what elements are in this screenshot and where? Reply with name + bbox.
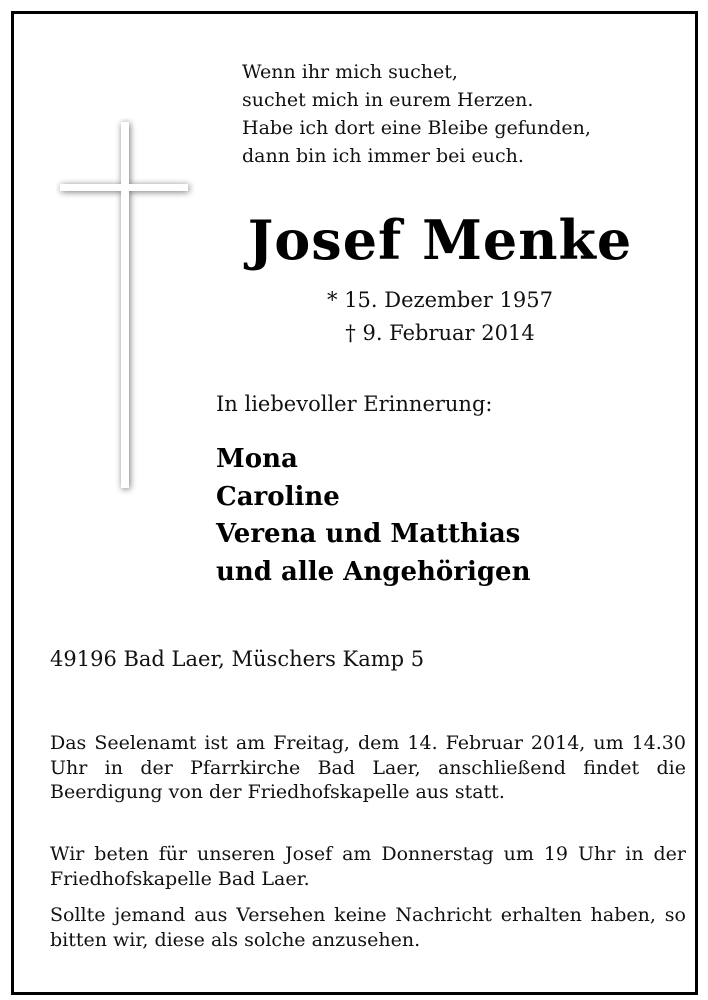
poem-line: Wenn ihr mich suchet, [242, 61, 458, 83]
poem [242, 58, 682, 170]
mourner-name: Verena und Matthias [216, 519, 521, 549]
life-dates [210, 284, 670, 350]
poem-line: suchet mich in eurem Herzen. [242, 89, 534, 111]
birth-date: * 15. Dezember 1957 [327, 288, 553, 312]
mourner-name: Mona [216, 444, 298, 474]
poem-line: Habe ich dort eine Bleibe gefunden, [242, 117, 591, 139]
address: 49196 Bad Laer, Müschers Kamp 5 [50, 647, 425, 671]
mourner-name: Caroline [216, 481, 340, 512]
mourner-name: und alle Angehörigen [216, 556, 531, 587]
prayer-notice: Wir beten für unseren Josef am Donnerstag um 19 Uhr in der Friedhofskapelle Bad Laer. [50, 843, 686, 890]
mourners-list [216, 441, 530, 591]
deceased-name: Josef Menke [247, 208, 633, 272]
cross-icon [56, 118, 196, 498]
funeral-notice: Das Seelenamt ist am Freitag, dem 14. Februar 2014, um 14.30 Uhr in der Pfarrkirche Bad Laer, anschließend findet die Beerdigung von der Friedhofskapelle aus statt. [50, 732, 686, 803]
notification-notice: Sollte jemand aus Versehen keine Nachricht erhalten haben, so bitten wir, diese als solche anzusehen. [50, 904, 686, 951]
memory-line: In liebevoller Erinnerung: [216, 392, 493, 416]
poem-line: dann bin ich immer bei euch. [242, 145, 524, 167]
death-date: † 9. Februar 2014 [345, 321, 535, 345]
